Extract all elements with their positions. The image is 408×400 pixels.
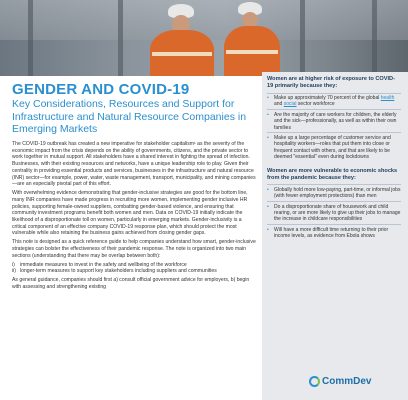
sidebar-item-text: Will have a more difficult time returning to their prior income levels, as evidence from Ebola shows xyxy=(274,226,389,240)
bullet-icon: • xyxy=(267,95,269,102)
body-paragraph: With overwhelming evidence demonstrating that gender-inclusive strategies are good for the bottom line, many INR companies have made progress in recruiting more women, implementing gender inclusive HR policies, supporting female-owned suppliers, combatting gender-based violence, and ensuring that community investment programs benefit both women and men. Data on COVID-19 initially indicate the likelihood of a disproportionate toll on women, particularly in emerging markets. Gender-inclusivity is a critical component of an effective company COVID-19 response plan, which should protect the most vulnerable while also retaining the business gains achieved from closing gender gaps. xyxy=(12,190,248,237)
health-link[interactable]: health xyxy=(380,95,395,102)
sidebar-heading: Women are at higher risk of exposure to COVID-19 primarily because they: xyxy=(267,76,395,89)
sidebar-item-text: Are the majority of care workers for children, the elderly and the sick—professionally, as well as within their own families xyxy=(274,111,397,131)
body-paragraph: This note is designed as a quick reference guide to help companies understand how smart, gender-inclusive strategies can bolster the effectiveness of their pandemic response. The note is organized into two main sections (understanding that there may be overlap between both): xyxy=(12,239,256,259)
list-marker: i) xyxy=(12,261,15,268)
sidebar-panel xyxy=(262,72,408,400)
bullet-icon: • xyxy=(267,111,269,118)
bullet-icon: • xyxy=(267,187,269,194)
sidebar-list-item xyxy=(267,201,401,224)
body-paragraph: As general guidance, companies should first a) consult official government advice for employers, b) begin with assessing and strengthening existing xyxy=(12,277,250,290)
sidebar-list-item xyxy=(267,224,401,241)
logo-text: CommDev xyxy=(322,376,372,387)
list-marker: ii) xyxy=(12,268,16,275)
document-title: GENDER AND COVID-19 xyxy=(12,81,190,98)
sidebar-list-item xyxy=(267,184,401,201)
list-text: longer-term measures to support key stakeholders including suppliers and communities xyxy=(20,268,217,275)
logo-ring-icon xyxy=(309,376,320,387)
bullet-icon: • xyxy=(267,203,269,210)
sidebar-heading: Women are more vulnerable to economic shocks from the pandemic because they: xyxy=(267,167,398,181)
sidebar-item-text: Make up approximately 70 percent of the global xyxy=(274,95,381,102)
sidebar-item-text: Globally hold more low-paying, part-time, or informal jobs (with fewer employment protections) than men xyxy=(274,187,401,200)
commdev-logo xyxy=(309,376,371,387)
cover-photo xyxy=(0,0,408,76)
list-item xyxy=(12,268,256,275)
sidebar-item-text: and xyxy=(274,101,284,108)
sidebar-item-text: Do a disproportionate share of housework and child rearing, or are more likely to give up their jobs to manage the increase in childcare responsibilities xyxy=(274,203,401,223)
document-subtitle: Key Considerations, Resources and Support for Infrastructure and Natural Resource Companies in Emerging Markets xyxy=(12,98,247,136)
bullet-icon: • xyxy=(267,135,269,142)
sidebar-list-item xyxy=(267,132,401,161)
social-link[interactable]: social xyxy=(283,101,297,108)
list-item xyxy=(12,262,256,269)
sidebar-list-item xyxy=(267,93,401,110)
bullet-icon: • xyxy=(267,226,269,233)
sidebar-item-text: sector workforce xyxy=(296,101,335,108)
sidebar-item-text: Make up a large percentage of customer service and hospitality workers—roles that put them into close or frequent contact with others, and that are likely to be deemed "essential" even during lockdowns xyxy=(274,135,391,160)
list-text: immediate measures to invest in the safety and wellbeing of the workforce xyxy=(20,261,187,268)
sidebar-list-item xyxy=(267,109,401,132)
body-paragraph: The COVID-19 outbreak has created a new imperative for stakeholder capitalism¹ as the severity of the economic impact from the crisis depends on the ability of governments, citizens, and the private sector to work together in mutual support. All stakeholders have a shared interest in fighting the spread of infection. Businesses, with their existing resources and networks, have a unique leadership role to play. Given their centrality in providing essential products and services, businesses in the infrastructure and natural resource (INR) sector—for example, power, water, waste management, transport, municipality, and mining companies—are an especially pivotal part of this effort. xyxy=(12,141,256,188)
document-body xyxy=(12,141,256,293)
